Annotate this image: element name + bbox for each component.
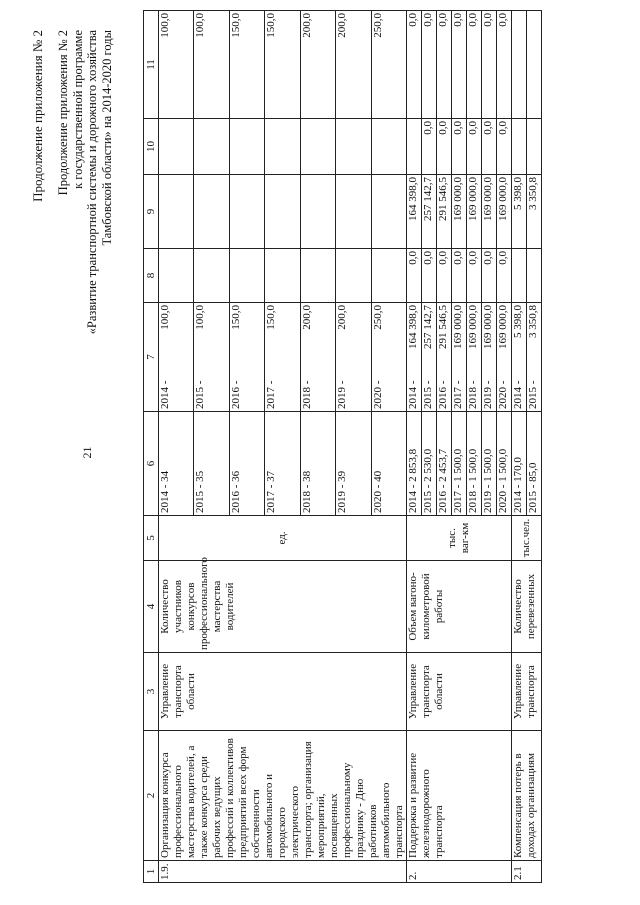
regional-budget <box>265 175 300 249</box>
funding-value: 169 000,0 <box>482 305 494 349</box>
federal-budget <box>194 249 229 303</box>
funding-year: 2016 - <box>437 380 449 409</box>
federal-budget <box>229 249 264 303</box>
funding-year: 2015 - <box>527 380 539 409</box>
extra-budget <box>527 11 542 119</box>
extra-budget: 200,0 <box>300 11 335 119</box>
column-header: 10 <box>144 119 159 175</box>
subtitle-line: к государственной программе <box>70 30 85 189</box>
indicator-value: 2019 - 1 500,0 <box>482 412 497 516</box>
funding-value: 200,0 <box>336 305 349 330</box>
total-funding <box>512 303 527 412</box>
funding-value: 100,0 <box>159 305 171 330</box>
total-funding <box>527 303 542 412</box>
funding-value: 169 000,0 <box>452 305 464 349</box>
funding-value: 169 000,0 <box>467 305 479 349</box>
regional-budget <box>300 175 335 249</box>
funding-value: 291 546,5 <box>437 305 449 349</box>
row-number: 2.1 <box>512 861 542 883</box>
funding-year: 2018 - <box>467 380 479 409</box>
extra-budget: 0,0 <box>452 11 467 119</box>
funding-year: 2018 - <box>300 380 313 409</box>
indicator-value: 2020 - 1 500,0 <box>497 412 512 516</box>
funding-year: 2017 - <box>265 380 278 409</box>
funding-value: 200,0 <box>300 305 313 330</box>
total-funding <box>407 303 422 412</box>
federal-budget <box>371 249 406 303</box>
extra-budget: 0,0 <box>467 11 482 119</box>
total-funding <box>371 303 406 412</box>
local-budget <box>336 119 371 175</box>
funding-value: 250,0 <box>371 305 384 330</box>
regional-budget <box>229 175 264 249</box>
funding-value: 3 350,8 <box>527 305 539 338</box>
indicator-value: 2014 - 2 853,8 <box>407 412 422 516</box>
indicator-value: 2018 - 38 <box>300 412 335 516</box>
funding-year: 2017 - <box>452 380 464 409</box>
indicator-value: 2020 - 40 <box>371 412 406 516</box>
federal-budget: 0,0 <box>452 249 467 303</box>
indicator-name: Количество участников конкурсов профессионального мастерства водителей <box>159 561 407 653</box>
column-header: 7 <box>144 303 159 412</box>
column-header: 11 <box>144 11 159 119</box>
indicator-value: 2017 - 1 500,0 <box>452 412 467 516</box>
subtitle-line: «Развитие транспортной системы и дорожного хозяйства <box>85 30 99 335</box>
local-budget: 0,0 <box>467 119 482 175</box>
executor: Управление транспорта области <box>407 653 512 731</box>
funding-value: 150,0 <box>265 305 278 330</box>
local-budget <box>194 119 229 175</box>
local-budget: 0,0 <box>437 119 452 175</box>
funding-year: 2016 - <box>229 380 242 409</box>
funding-year: 2019 - <box>482 380 494 409</box>
extra-budget: 0,0 <box>482 11 497 119</box>
funding-value: 5 398,0 <box>512 305 524 338</box>
local-budget <box>265 119 300 175</box>
indicator-value: 2015 - 2 530,0 <box>422 412 437 516</box>
extra-budget: 150,0 <box>265 11 300 119</box>
table-row <box>512 11 527 883</box>
local-budget <box>159 119 194 175</box>
indicator-name: Объем вагоно-километровой работы <box>407 561 512 653</box>
funding-year: 2015 - <box>422 380 434 409</box>
total-funding <box>194 303 229 412</box>
total-funding <box>452 303 467 412</box>
federal-budget <box>265 249 300 303</box>
funding-year: 2015 - <box>194 380 207 409</box>
regional-budget <box>159 175 194 249</box>
regional-budget <box>336 175 371 249</box>
total-funding <box>467 303 482 412</box>
column-header: 3 <box>144 653 159 731</box>
regional-budget <box>194 175 229 249</box>
regional-budget: 291 546,5 <box>437 175 452 249</box>
activity-name: Поддержка и развитие железнодорожного транспорта <box>407 731 512 861</box>
column-header: 6 <box>144 412 159 516</box>
header-row <box>144 11 159 883</box>
indicator-value: 2014 - 34 <box>159 412 194 516</box>
indicator-value: 2019 - 39 <box>336 412 371 516</box>
indicator-value: 2014 - 170,0 <box>512 412 527 516</box>
local-budget <box>527 119 542 175</box>
extra-budget: 100,0 <box>194 11 229 119</box>
subtitle-line: Тамбовской области» на 2014-2020 годы <box>99 30 114 246</box>
total-funding <box>336 303 371 412</box>
federal-budget <box>527 249 542 303</box>
regional-budget: 169 000,0 <box>452 175 467 249</box>
executor: Управление транспорта области <box>159 653 407 731</box>
regional-budget: 257 142,7 <box>422 175 437 249</box>
total-funding <box>482 303 497 412</box>
extra-budget: 0,0 <box>407 11 422 119</box>
local-budget: 0,0 <box>422 119 437 175</box>
regional-budget: 169 000,0 <box>482 175 497 249</box>
total-funding <box>497 303 512 412</box>
table-row <box>159 11 194 883</box>
funding-year: 2020 - <box>371 380 384 409</box>
federal-budget: 0,0 <box>407 249 422 303</box>
regional-budget: 169 000,0 <box>467 175 482 249</box>
funding-year: 2020 - <box>497 380 509 409</box>
program-table <box>143 10 542 883</box>
appendix-continuation: Продолжение приложения № 2 <box>30 30 45 202</box>
local-budget <box>300 119 335 175</box>
regional-budget: 169 000,0 <box>497 175 512 249</box>
federal-budget <box>159 249 194 303</box>
program-subtitle <box>56 30 114 335</box>
funding-year: 2014 - <box>407 380 419 409</box>
federal-budget: 0,0 <box>497 249 512 303</box>
total-funding <box>437 303 452 412</box>
funding-value: 257 142,7 <box>422 305 434 349</box>
indicator-value: 2017 - 37 <box>265 412 300 516</box>
column-header: 8 <box>144 249 159 303</box>
regional-budget: 3 350,8 <box>527 175 542 249</box>
local-budget <box>371 119 406 175</box>
indicator-value: 2015 - 85,0 <box>527 412 542 516</box>
subtitle-line: Продолжение приложения № 2 <box>56 30 70 196</box>
unit: тыс. ваг-км <box>407 516 512 561</box>
federal-budget <box>336 249 371 303</box>
federal-budget: 0,0 <box>467 249 482 303</box>
federal-budget: 0,0 <box>422 249 437 303</box>
extra-budget: 200,0 <box>336 11 371 119</box>
total-funding <box>229 303 264 412</box>
funding-value: 164 398,0 <box>407 305 419 349</box>
indicator-value: 2016 - 2 453,7 <box>437 412 452 516</box>
total-funding <box>265 303 300 412</box>
total-funding <box>159 303 194 412</box>
activity-name: Компенсация потерь в доходах организациям <box>512 731 542 861</box>
local-budget: 0,0 <box>482 119 497 175</box>
funding-value: 150,0 <box>229 305 242 330</box>
regional-budget <box>371 175 406 249</box>
activity-name: Организация конкурса профессионального мастерства водителей, а также конкурса среди рабочих ведущих профессий и коллективов предприятий всех форм собственности автомобильного и городского электрического транспорта; организация мероприятий, посвященных профессиональному празднику - Дню работников автомобильного транспорта <box>159 731 407 861</box>
extra-budget: 0,0 <box>422 11 437 119</box>
unit: тыс.чел. <box>512 516 542 561</box>
extra-budget: 0,0 <box>437 11 452 119</box>
column-header: 9 <box>144 175 159 249</box>
funding-year: 2014 - <box>159 380 171 409</box>
regional-budget: 164 398,0 <box>407 175 422 249</box>
row-number: 2. <box>407 861 512 883</box>
executor: Управление транспорта <box>512 653 542 731</box>
extra-budget: 0,0 <box>497 11 512 119</box>
indicator-value: 2018 - 1 500,0 <box>467 412 482 516</box>
unit: ед. <box>159 516 407 561</box>
federal-budget: 0,0 <box>437 249 452 303</box>
extra-budget: 250,0 <box>371 11 406 119</box>
extra-budget <box>512 11 527 119</box>
indicator-name: Количество перевезенных <box>512 561 542 653</box>
local-budget <box>407 119 422 175</box>
local-budget <box>229 119 264 175</box>
federal-budget <box>300 249 335 303</box>
funding-year: 2019 - <box>336 380 349 409</box>
funding-year: 2014 - <box>512 380 524 409</box>
column-header: 2 <box>144 731 159 861</box>
federal-budget <box>512 249 527 303</box>
federal-budget: 0,0 <box>482 249 497 303</box>
regional-budget: 5 398,0 <box>512 175 527 249</box>
extra-budget: 100,0 <box>159 11 194 119</box>
row-number: 1.9. <box>159 861 407 883</box>
total-funding <box>300 303 335 412</box>
table-row <box>407 11 422 883</box>
local-budget: 0,0 <box>497 119 512 175</box>
local-budget <box>512 119 527 175</box>
column-header: 4 <box>144 561 159 653</box>
column-header: 1 <box>144 861 159 883</box>
page-number: 21 <box>80 446 94 459</box>
local-budget: 0,0 <box>452 119 467 175</box>
funding-value: 169 000,0 <box>497 305 509 349</box>
total-funding <box>422 303 437 412</box>
indicator-value: 2016 - 36 <box>229 412 264 516</box>
column-header: 5 <box>144 516 159 561</box>
indicator-value: 2015 - 35 <box>194 412 229 516</box>
funding-value: 100,0 <box>194 305 207 330</box>
extra-budget: 150,0 <box>229 11 264 119</box>
